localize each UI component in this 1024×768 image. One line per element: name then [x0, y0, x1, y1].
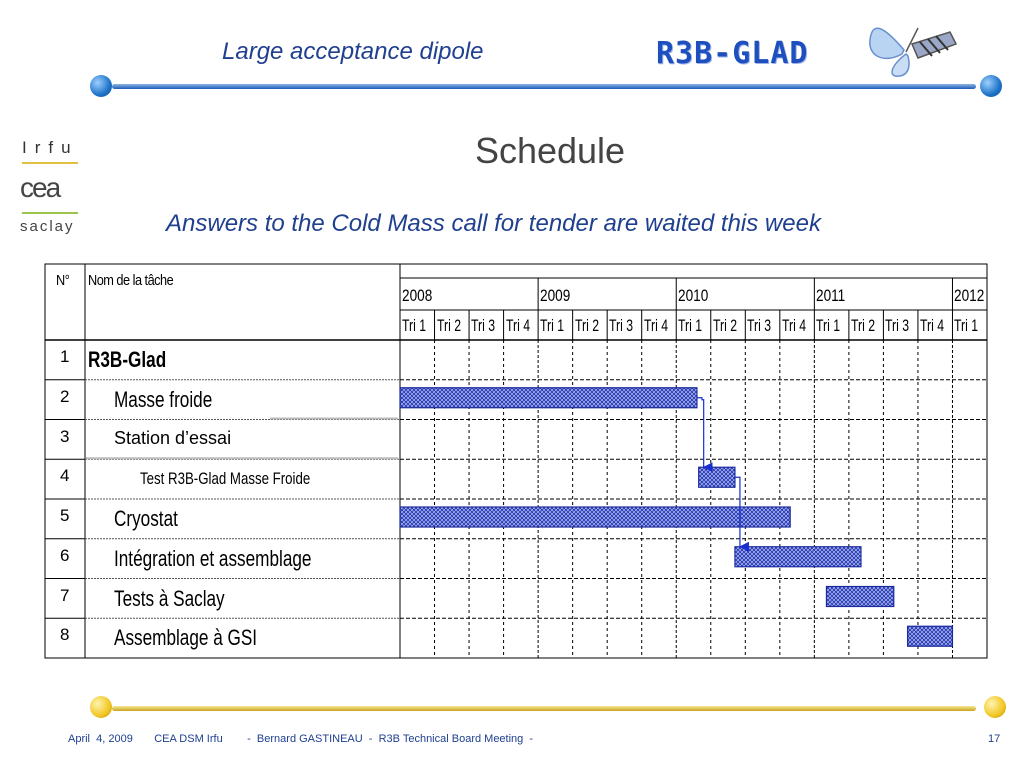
footer-org: CEA DSM Irfu [154, 733, 223, 745]
gantt-task-id: 4 [60, 466, 70, 486]
gantt-task-id: 6 [60, 545, 70, 565]
butterfly-logo-icon [862, 14, 962, 80]
gantt-quarter-label: Tri 3 [609, 316, 634, 335]
gantt-task-name: Intégration et assemblage [114, 545, 312, 571]
gantt-task-id: 7 [60, 585, 70, 605]
gantt-task-bar [735, 547, 861, 567]
gantt-task-id: 3 [60, 426, 70, 446]
gantt-quarter-label: Tri 2 [436, 316, 461, 335]
gantt-task-name: Test R3B-Glad Masse Froide [140, 469, 311, 489]
gantt-task-bar [400, 388, 697, 408]
gantt-year-label-2012: 2012 [954, 286, 985, 305]
header-right-dot [980, 75, 1002, 97]
gantt-quarter-label: Tri 1 [816, 316, 841, 335]
gantt-year-label-2009: 2009 [540, 286, 571, 305]
gantt-col-id-header: N° [56, 272, 70, 289]
footer-date: April 4, 2009 [68, 733, 133, 745]
gantt-quarter-label: Tri 4 [643, 316, 668, 335]
footer-meeting: - Bernard GASTINEAU - R3B Technical Board Meeting - [247, 733, 534, 745]
gantt-task-bar [400, 507, 790, 527]
gantt-task-id: 5 [60, 506, 70, 525]
gantt-quarter-label: Tri 1 [402, 316, 427, 335]
cea-logo-text: cea [20, 172, 60, 203]
project-logo-text: R3B-GLAD [656, 36, 809, 71]
gantt-col-name-header: Nom de la tâche [88, 272, 174, 289]
footer-rule [112, 706, 976, 711]
gantt-task-bar [908, 626, 953, 646]
footer-right-dot [984, 696, 1006, 718]
gantt-quarter-label: Tri 4 [781, 316, 806, 335]
irfu-logo-text: Irfu [22, 138, 79, 157]
gantt-quarter-label: Tri 2 [712, 316, 737, 335]
header-title: Large acceptance dipole [222, 38, 484, 65]
gantt-task-bar [826, 587, 893, 607]
footer-left-dot [90, 696, 112, 718]
gantt-task-name: Cryostat [114, 506, 178, 531]
gantt-quarter-label: Tri 1 [678, 316, 703, 335]
gantt-quarter-label: Tri 3 [471, 316, 496, 335]
slide-title: Schedule [474, 130, 626, 171]
logo-divider-green [22, 212, 78, 214]
gantt-dependency-arrow [735, 477, 740, 547]
gantt-year-label-2008: 2008 [402, 286, 433, 305]
gantt-task-name: Assemblage à GSI [114, 625, 258, 651]
gantt-quarter-label: Tri 3 [885, 316, 910, 335]
gantt-task-id: 1 [60, 347, 70, 366]
gantt-year-label-2010: 2010 [678, 286, 709, 305]
gantt-task-name: Masse froide [114, 386, 213, 412]
footer-text [68, 733, 533, 745]
gantt-quarter-label: Tri 1 [954, 316, 979, 335]
page-number: 17 [988, 733, 1001, 745]
saclay-logo-text: saclay [20, 218, 75, 235]
header-rule [112, 84, 976, 89]
gantt-task-name: R3B-Glad [88, 347, 167, 372]
gantt-quarter-label: Tri 2 [850, 316, 875, 335]
gantt-dependency-arrow [697, 398, 704, 468]
gantt-task-id: 2 [60, 386, 70, 406]
gantt-year-label-2011: 2011 [816, 286, 846, 305]
gantt-quarter-label: Tri 4 [505, 316, 530, 335]
slide-subtitle: Answers to the Cold Mass call for tender are waited this week [166, 210, 821, 237]
gantt-task-bar [699, 467, 735, 487]
gantt-quarter-label: Tri 2 [574, 316, 599, 335]
gantt-quarter-label: Tri 3 [747, 316, 772, 335]
header-left-dot [90, 75, 112, 97]
gantt-task-name: Station d’essai [114, 427, 232, 448]
gantt-task-id: 8 [60, 625, 70, 645]
gantt-quarter-label: Tri 1 [540, 316, 565, 335]
gantt-task-name: Tests à Saclay [114, 585, 225, 611]
gantt-quarter-label: Tri 4 [919, 316, 944, 335]
